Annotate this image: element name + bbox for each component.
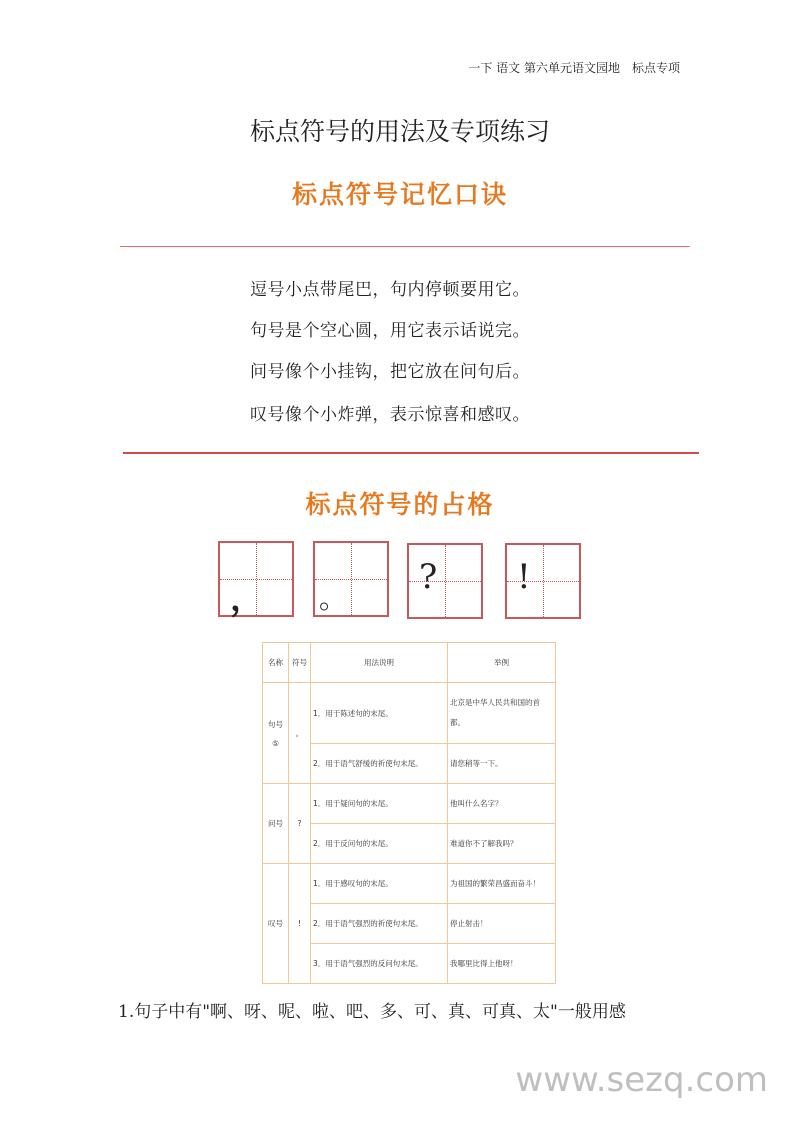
divider [123, 452, 699, 454]
example-cell: 停止射击！ [448, 904, 556, 944]
punctuation-mark: ! [517, 557, 531, 597]
usage-cell: 1．用于感叹句的末尾。 [311, 864, 448, 904]
example-cell: 我哪里比得上他呀！ [448, 944, 556, 984]
section-title-mnemonic: 标点符号记忆口诀 [291, 180, 508, 209]
grid-box-exclamation [505, 543, 581, 619]
table-row [263, 683, 556, 744]
usage-cell: 3．用于语气强烈的反问句末尾。 [311, 944, 448, 984]
example-cell: 难道你不了解我吗？ [448, 824, 556, 864]
punctuation-usage-table [262, 642, 556, 984]
page-header: 一下 语文 第六单元语文园地 标点专项 [468, 61, 680, 75]
usage-cell: 2．用于反问句的末尾。 [311, 824, 448, 864]
verse-line: 逗号小点带尾巴，句内停顿要用它。 [250, 280, 530, 300]
punctuation-mark: 。 [319, 582, 348, 615]
verse-line: 句号是个空心圆，用它表示话说完。 [250, 321, 530, 341]
page-title: 标点符号的用法及专项练习 [249, 117, 550, 146]
punctuation-mark: ， [230, 579, 264, 619]
usage-cell: 1．用于疑问句的末尾。 [311, 784, 448, 824]
grid-box-period [313, 541, 389, 617]
header-cell: 符号 [289, 643, 311, 683]
table-row [263, 784, 556, 824]
usage-cell: 2．用于语气舒缓的祈使句末尾。 [311, 744, 448, 784]
grid-box-comma [218, 541, 294, 617]
section-title-spacing: 标点符号的占格 [305, 490, 495, 519]
verse-line: 叹号像个小炸弹，表示惊喜和感叹。 [250, 405, 530, 425]
watermark: www.sezq.com [515, 1060, 768, 1100]
exercise-text: 1.句子中有"啊、呀、呢、啦、吧、多、可、真、可真、太"一般用感 [118, 1002, 626, 1022]
usage-cell: 1．用于陈述句的末尾。 [311, 683, 448, 744]
symbol-cell: 。 [289, 683, 311, 784]
example-cell: 北京是中华人民共和国的首都。 [448, 683, 556, 744]
example-cell: 为祖国的繁荣昌盛而奋斗！ [448, 864, 556, 904]
name-cell [263, 683, 289, 784]
divider [120, 246, 690, 247]
table-row [263, 864, 556, 904]
header-cell: 名称 [263, 643, 289, 683]
header-cell: 用法说明 [311, 643, 448, 683]
example-cell: 他叫什么名字？ [448, 784, 556, 824]
table-header-row [263, 643, 556, 683]
punctuation-mark: ? [419, 557, 438, 597]
usage-cell: 2．用于语气强烈的祈使句末尾。 [311, 904, 448, 944]
symbol-cell: ? [289, 784, 311, 864]
name-cell: 问号 [263, 784, 289, 864]
circled-number-icon: ⑤ [272, 738, 279, 748]
verse-line: 问号像个小挂钩，把它放在问句后。 [250, 362, 530, 382]
header-cell: 举例 [448, 643, 556, 683]
example-cell: 请您稍等一下。 [448, 744, 556, 784]
symbol-cell: ! [289, 864, 311, 984]
name-text: 句号 [268, 719, 283, 729]
name-cell: 叹号 [263, 864, 289, 984]
grid-box-question [407, 543, 483, 619]
